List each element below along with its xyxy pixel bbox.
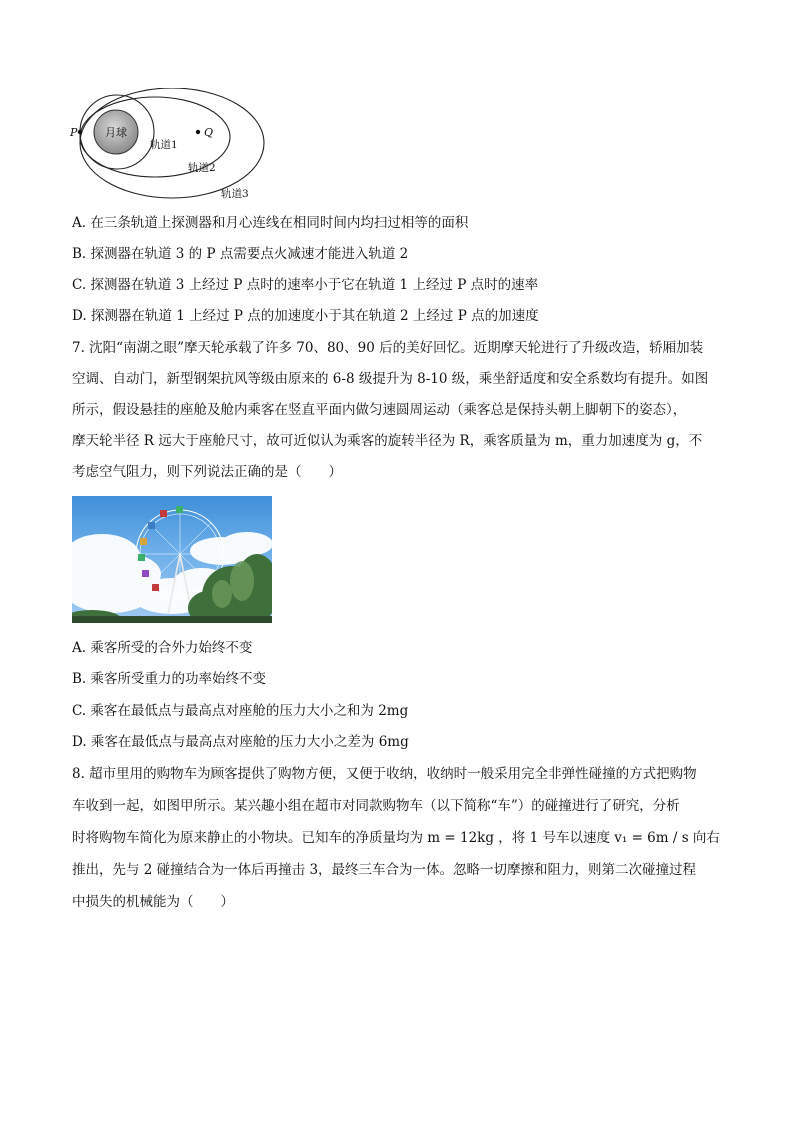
q6-option-a: A. 在三条轨道上探测器和月心连线在相同时间内均扫过相等的面积	[72, 215, 469, 231]
point-p-dot	[78, 130, 82, 134]
q7-option-d: D. 乘客在最低点与最高点对座舱的压力大小之差为 6mg	[72, 734, 409, 750]
q8-stem-line: 推出，先与 2 碰撞结合为一体后再撞击 3，最终三车合为一体。忽略一切摩擦和阻力，则第二次碰撞过程	[72, 862, 697, 878]
orbit1-label: 轨道1	[150, 139, 178, 151]
moon-label: 月球	[105, 126, 127, 139]
orbit3-label: 轨道3	[221, 188, 249, 200]
q6-option-c: C. 探测器在轨道 3 上经过 P 点时的速率小于它在轨道 1 上经过 P 点时的速率	[72, 277, 539, 293]
orbit2-label: 轨道2	[188, 162, 216, 174]
q7-stem-line: 7. 沈阳“南湖之眼”摩天轮承载了许多 70、80、90 后的美好回忆。近期摩天轮进行了升级改造，轿厢加装	[72, 340, 704, 356]
q8-stem-line: 中损失的机械能为（ ）	[72, 894, 234, 910]
point-p-label: P	[70, 126, 78, 139]
q8-stem	[72, 758, 722, 918]
q8-stem-line: 8. 超市里用的购物车为顾客提供了购物方便，又便于收纳，收纳时一般采用完全非弹性碰撞的方式把购物	[72, 766, 697, 782]
q7-stem-line: 空调、自动门，新型钢架抗风等级由原来的 6-8 级提升为 8-10 级，乘坐舒适度和安全系数均有提升。如图	[72, 371, 709, 387]
ferris-wheel-illustration	[72, 496, 272, 623]
q7-option-c: C. 乘客在最低点与最高点对座舱的压力大小之和为 2mg	[72, 703, 409, 719]
q8-stem-line: 车收到一起，如图甲所示。某兴趣小组在超市对同款购物车（以下简称“车”）的碰撞进行了研究，分析	[72, 798, 680, 814]
point-q-label: Q	[204, 126, 214, 139]
q7-stem-line: 考虑空气阻力，则下列说法正确的是（ ）	[72, 464, 342, 480]
ferris-wheel-photo	[72, 496, 272, 623]
q7-stem-line: 所示，假设悬挂的座舱及舱内乘客在竖直平面内做匀速圆周运动（乘客总是保持头朝上脚朝下的姿态），	[72, 402, 687, 418]
q6-option-d: D. 探测器在轨道 1 上经过 P 点的加速度小于其在轨道 2 上经过 P 点的加速度	[72, 308, 539, 324]
orbit-diagram-svg	[68, 88, 268, 206]
q7-option-b: B. 乘客所受重力的功率始终不变	[72, 671, 267, 687]
q7-option-a: A. 乘客所受的合外力始终不变	[72, 640, 253, 656]
q8-stem-line: 时将购物车简化为原来静止的小物块。已知车的净质量均为 m = 12kg ，将 1 号车以速度 v₁ = 6m / s 向右	[72, 830, 720, 846]
q6-option-b: B. 探测器在轨道 3 的 P 点需要点火减速才能进入轨道 2	[72, 246, 409, 262]
orbit-diagram	[68, 88, 268, 206]
point-q-dot	[196, 130, 200, 134]
q7-stem	[72, 333, 722, 488]
q7-stem-line: 摩天轮半径 R 远大于座舱尺寸，故可近似认为乘客的旋转半径为 R，乘客质量为 m，重力加速度为 g，不	[72, 433, 703, 449]
